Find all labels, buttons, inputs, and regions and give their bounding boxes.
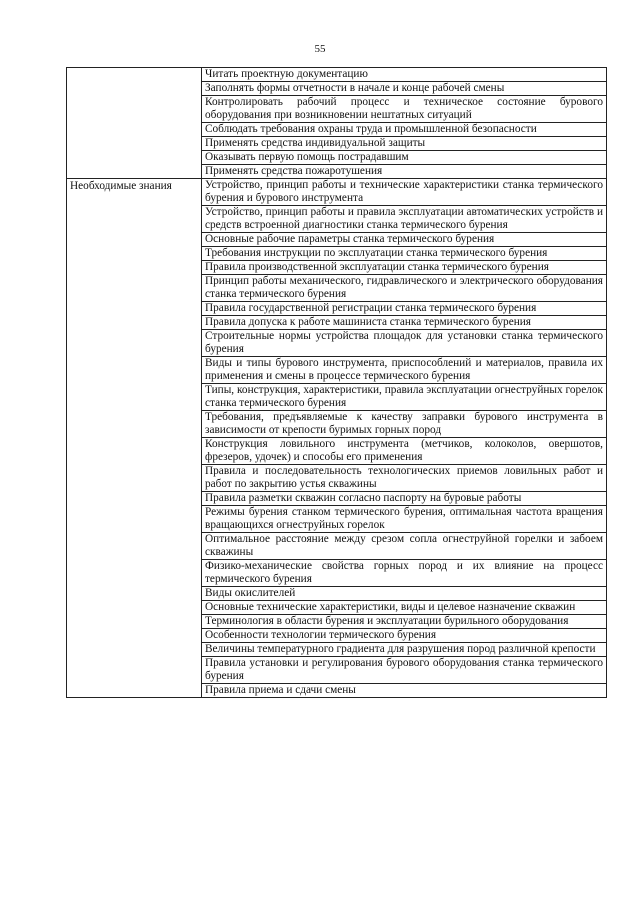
item-cell: Заполнять формы отчетности в начале и конце рабочей смены <box>202 82 607 96</box>
item-cell: Правила допуска к работе машиниста станка термического бурения <box>202 316 607 330</box>
item-cell: Принцип работы механического, гидравлического и электрического оборудования станка термического бурения <box>202 275 607 302</box>
item-cell: Устройство, принцип работы и технические характеристики станка термического бурения и бурового инструмента <box>202 179 607 206</box>
item-cell: Физико-механические свойства горных пород и их влияние на процесс термического бурения <box>202 560 607 587</box>
item-cell: Основные технические характеристики, виды и целевое назначение скважин <box>202 601 607 615</box>
item-cell: Режимы бурения станком термического бурения, оптимальная частота вращения вращающихся огнеструйных горелок <box>202 506 607 533</box>
item-cell: Читать проектную документацию <box>202 68 607 82</box>
item-cell: Оказывать первую помощь пострадавшим <box>202 151 607 165</box>
item-cell: Устройство, принцип работы и правила эксплуатации автоматических устройств и средств встроенной диагностики станка термического бурения <box>202 206 607 233</box>
item-cell: Особенности технологии термического бурения <box>202 629 607 643</box>
item-cell: Соблюдать требования охраны труда и промышленной безопасности <box>202 123 607 137</box>
table-row <box>67 68 607 82</box>
item-cell: Оптимальное расстояние между срезом сопла огнеструйной горелки и забоем скважины <box>202 533 607 560</box>
item-cell: Применять средства пожаротушения <box>202 165 607 179</box>
item-cell: Требования инструкции по эксплуатации станка термического бурения <box>202 247 607 261</box>
item-cell: Виды окислителей <box>202 587 607 601</box>
page-number: 55 <box>314 43 326 55</box>
item-cell: Правила разметки скважин согласно паспорту на буровые работы <box>202 492 607 506</box>
item-cell: Правила приема и сдачи смены <box>202 684 607 698</box>
table-row <box>67 179 607 206</box>
item-cell: Терминология в области бурения и эксплуатации бурильного оборудования <box>202 615 607 629</box>
table-body <box>67 68 607 698</box>
item-cell: Величины температурного градиента для разрушения пород различной крепости <box>202 643 607 657</box>
item-cell: Применять средства индивидуальной защиты <box>202 137 607 151</box>
category-cell: Необходимые знания <box>67 179 202 698</box>
item-cell: Конструкция ловильного инструмента (метчиков, колоколов, овершотов, фрезеров, удочек) и способы его применения <box>202 438 607 465</box>
item-cell: Правила государственной регистрации станка термического бурения <box>202 302 607 316</box>
item-cell: Основные рабочие параметры станка термического бурения <box>202 233 607 247</box>
item-cell: Правила и последовательность технологических приемов ловильных работ и работ по закрытию устья скважины <box>202 465 607 492</box>
item-cell: Правила производственной эксплуатации станка термического бурения <box>202 261 607 275</box>
item-cell: Виды и типы бурового инструмента, приспособлений и материалов, правила их применения и смены в процессе термического бурения <box>202 357 607 384</box>
item-cell: Требования, предъявляемые к качеству заправки бурового инструмента в зависимости от крепости буримых горных пород <box>202 411 607 438</box>
competency-table <box>66 67 607 698</box>
category-cell <box>67 68 202 179</box>
item-cell: Строительные нормы устройства площадок для установки станка термического бурения <box>202 330 607 357</box>
item-cell: Контролировать рабочий процесс и техническое состояние бурового оборудования при возникновении нештатных ситуаций <box>202 96 607 123</box>
item-cell: Правила установки и регулирования бурового оборудования станка термического бурения <box>202 657 607 684</box>
item-cell: Типы, конструкция, характеристики, правила эксплуатации огнеструйных горелок станка термического бурения <box>202 384 607 411</box>
